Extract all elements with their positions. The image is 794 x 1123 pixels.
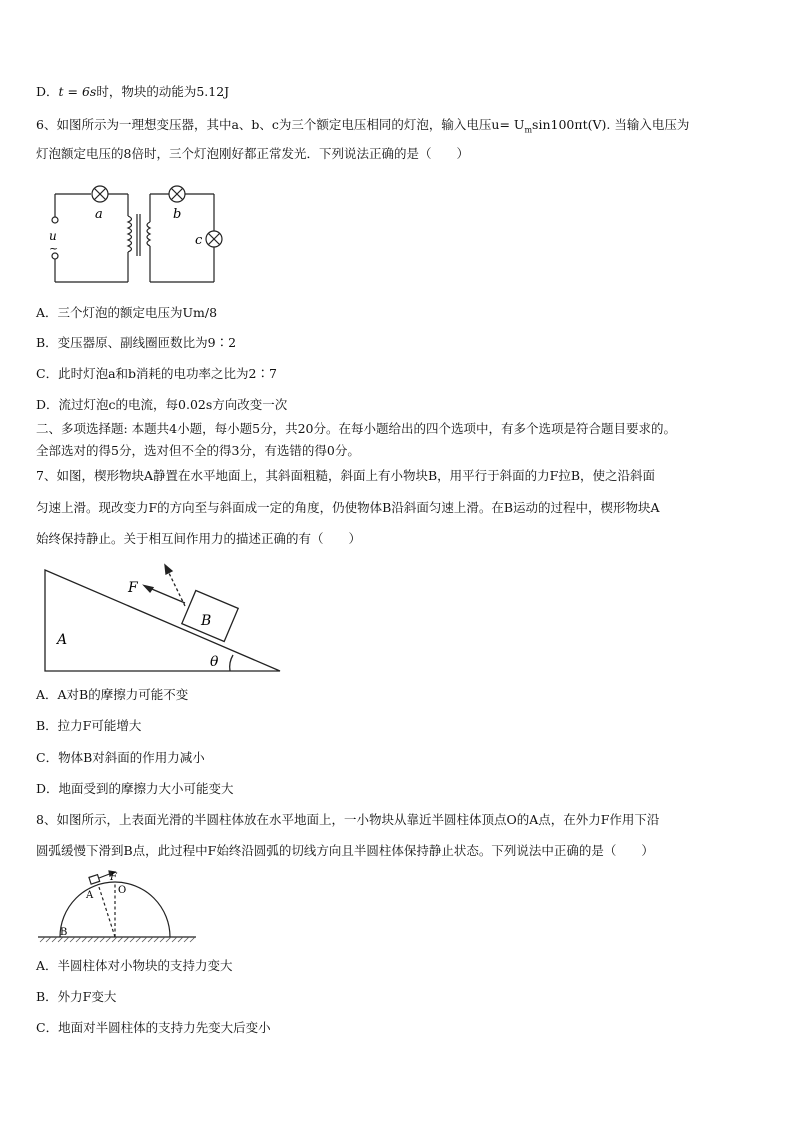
label-c: c [195,233,203,248]
label-theta: θ [210,654,219,670]
label-block-b: B [201,613,212,629]
label-force-f: F [128,580,138,596]
transformer-circuit-figure [40,178,230,288]
q8-option-c: C．地面对半圆柱体的支持力先变大后变小 [36,1020,271,1035]
q8-option-a: A．半圆柱体对小物块的支持力变大 [36,958,233,973]
q7-option-b: B．拉力F可能增大 [36,718,142,733]
label-ac-symbol: ~ [49,242,59,255]
label-point-a: A [86,890,94,901]
q7-stem-line-2: 匀速上滑。现改变力F的方向至与斜面成一定的角度，仍使物体B沿斜面匀速上滑。在B运动的过程中，楔形物块A [36,500,660,515]
q7-option-a: A．A对B的摩擦力可能不变 [36,687,189,702]
label-b: b [173,207,182,222]
q8-stem-line-1: 8、如图所示，上表面光滑的半圆柱体放在水平地面上，一小物块从靠近半圆柱体顶点O的A点，在外力F作用下沿 [36,812,660,827]
q7-option-d: D．地面受到的摩擦力大小可能变大 [36,781,234,796]
q5-formula: t = 6s [58,84,97,99]
label-a: a [95,207,103,222]
q8-stem-line-2: 圆弧缓慢下滑到B点，此过程中F始终沿圆弧的切线方向且半圆柱体保持静止状态。下列说法中正确的是（ ） [36,843,654,858]
label-point-o: O [118,885,127,896]
label-force-f: F [110,872,117,883]
label-point-b: B [60,927,68,938]
label-wedge-a: A [57,632,68,648]
q6-stem-line-2: 灯泡额定电压的8倍时，三个灯泡刚好都正常发光．下列说法正确的是（ ） [36,146,469,161]
q6-option-b: B．变压器原、副线圈匝数比为9∶2 [36,335,237,350]
q7-stem-line-1: 7、如图，楔形物块A静置在水平地面上，其斜面粗糙，斜面上有小物块B，用平行于斜面的力F拉B，使之沿斜面 [36,468,656,483]
half-cylinder-figure [36,868,201,946]
section-2-instructions-line-2: 全部选对的得5分，选对但不全的得3分，有选错的得0分。 [36,443,360,458]
q5-option-d: D．t = 6s时，物块的动能为5.12J [36,84,230,99]
q6-option-d: D．流过灯泡c的电流，每0.02s方向改变一次 [36,397,288,412]
label-u: u [49,229,57,243]
q7-stem-line-3: 始终保持静止。关于相互间作用力的描述正确的有（ ） [36,531,362,546]
q6-stem-line-1: 6、如图所示为一理想变压器，其中a、b、c为三个额定电压相同的灯泡，输入电压$u= U_m\sin 100\pi t(V)$. 当输入电压为 [36,117,690,135]
q6-option-c: C．此时灯泡a和b消耗的电功率之比为2∶7 [36,366,277,381]
section-2-instructions-line-1: 二、多项选择题: 本题共4小题，每小题5分，共20分。在每小题给出的四个选项中，有多个选项是符合题目要求的。 [36,421,676,436]
q6-option-a: A．三个灯泡的额定电压为Um/8 [36,305,218,320]
wedge-block-figure [40,562,290,677]
q8-option-b: B．外力F变大 [36,989,117,1004]
q7-option-c: C．物体B对斜面的作用力减小 [36,750,205,765]
